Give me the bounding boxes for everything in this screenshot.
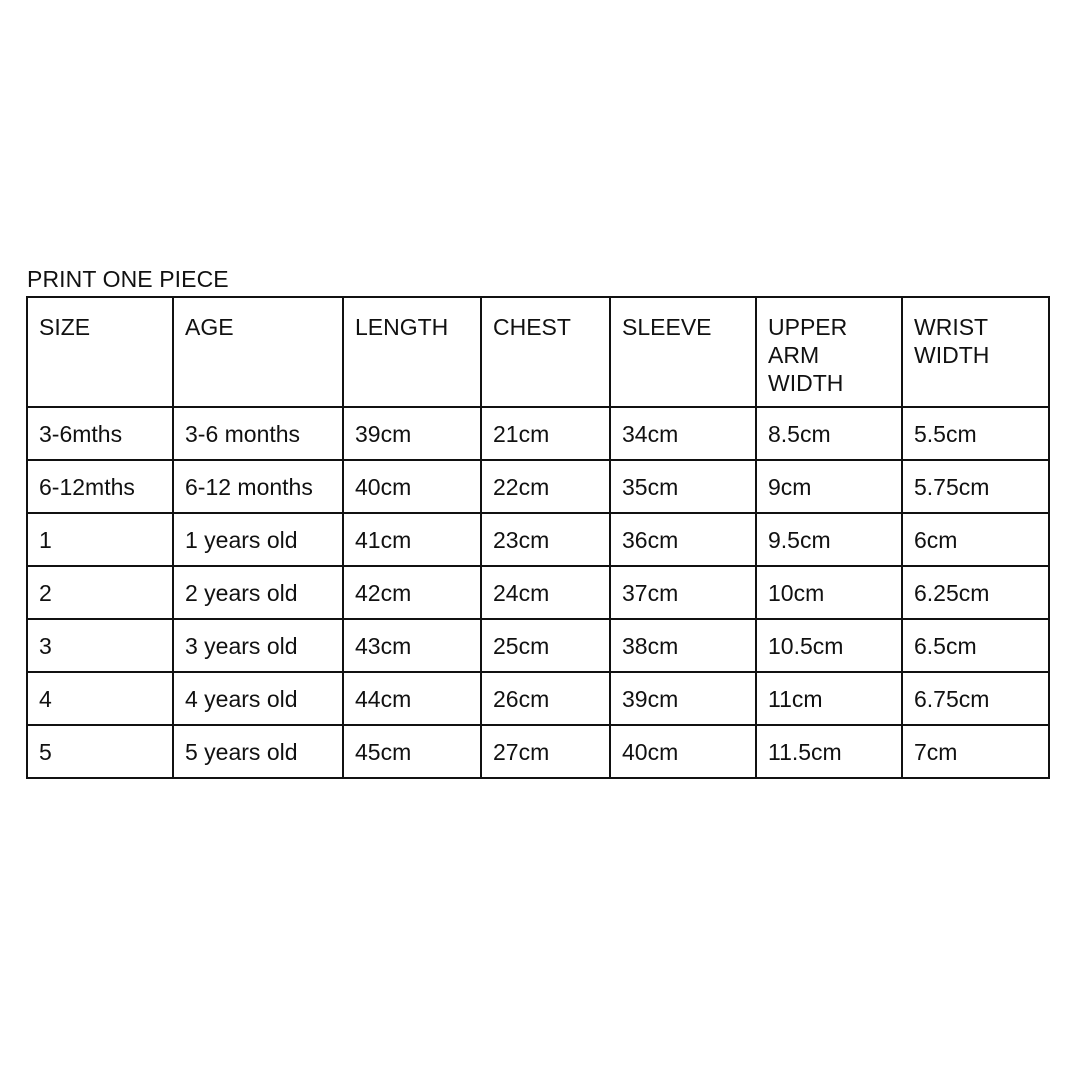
cell-wrist-width: 7cm <box>902 725 1049 778</box>
table-row <box>27 619 1049 672</box>
table-row <box>27 672 1049 725</box>
header-size: SIZE <box>27 297 173 407</box>
header-age: AGE <box>173 297 343 407</box>
header-sleeve: SLEEVE <box>610 297 756 407</box>
cell-sleeve: 34cm <box>610 407 756 460</box>
cell-chest: 27cm <box>481 725 610 778</box>
cell-wrist-width: 6cm <box>902 513 1049 566</box>
cell-size: 1 <box>27 513 173 566</box>
cell-chest: 23cm <box>481 513 610 566</box>
cell-age: 1 years old <box>173 513 343 566</box>
cell-chest: 26cm <box>481 672 610 725</box>
table-row <box>27 460 1049 513</box>
cell-sleeve: 37cm <box>610 566 756 619</box>
table-row <box>27 407 1049 460</box>
cell-upper-arm-width: 11cm <box>756 672 902 725</box>
cell-length: 45cm <box>343 725 481 778</box>
cell-chest: 21cm <box>481 407 610 460</box>
table-row <box>27 566 1049 619</box>
document-title: PRINT ONE PIECE <box>27 266 229 292</box>
cell-sleeve: 39cm <box>610 672 756 725</box>
header-length: LENGTH <box>343 297 481 407</box>
cell-age: 3 years old <box>173 619 343 672</box>
header-upper-arm-width: UPPER ARM WIDTH <box>756 297 902 407</box>
cell-length: 42cm <box>343 566 481 619</box>
cell-sleeve: 40cm <box>610 725 756 778</box>
cell-age: 5 years old <box>173 725 343 778</box>
cell-upper-arm-width: 8.5cm <box>756 407 902 460</box>
cell-chest: 25cm <box>481 619 610 672</box>
cell-upper-arm-width: 10cm <box>756 566 902 619</box>
cell-age: 6-12 months <box>173 460 343 513</box>
cell-size: 2 <box>27 566 173 619</box>
cell-size: 6-12mths <box>27 460 173 513</box>
cell-sleeve: 36cm <box>610 513 756 566</box>
cell-sleeve: 38cm <box>610 619 756 672</box>
cell-upper-arm-width: 10.5cm <box>756 619 902 672</box>
cell-length: 40cm <box>343 460 481 513</box>
cell-length: 43cm <box>343 619 481 672</box>
header-row <box>27 297 1049 407</box>
cell-upper-arm-width: 9.5cm <box>756 513 902 566</box>
header-chest: CHEST <box>481 297 610 407</box>
cell-upper-arm-width: 11.5cm <box>756 725 902 778</box>
cell-age: 3-6 months <box>173 407 343 460</box>
cell-upper-arm-width: 9cm <box>756 460 902 513</box>
cell-size: 3-6mths <box>27 407 173 460</box>
cell-sleeve: 35cm <box>610 460 756 513</box>
cell-wrist-width: 6.75cm <box>902 672 1049 725</box>
cell-wrist-width: 6.5cm <box>902 619 1049 672</box>
cell-wrist-width: 6.25cm <box>902 566 1049 619</box>
size-chart-table <box>26 296 1050 779</box>
cell-length: 44cm <box>343 672 481 725</box>
table-header <box>27 297 1049 407</box>
cell-chest: 22cm <box>481 460 610 513</box>
cell-size: 4 <box>27 672 173 725</box>
cell-size: 3 <box>27 619 173 672</box>
cell-chest: 24cm <box>481 566 610 619</box>
cell-age: 2 years old <box>173 566 343 619</box>
cell-wrist-width: 5.5cm <box>902 407 1049 460</box>
cell-length: 41cm <box>343 513 481 566</box>
cell-age: 4 years old <box>173 672 343 725</box>
table-row <box>27 513 1049 566</box>
table-body <box>27 407 1049 778</box>
header-wrist-width: WRIST WIDTH <box>902 297 1049 407</box>
cell-wrist-width: 5.75cm <box>902 460 1049 513</box>
table-row <box>27 725 1049 778</box>
cell-length: 39cm <box>343 407 481 460</box>
cell-size: 5 <box>27 725 173 778</box>
